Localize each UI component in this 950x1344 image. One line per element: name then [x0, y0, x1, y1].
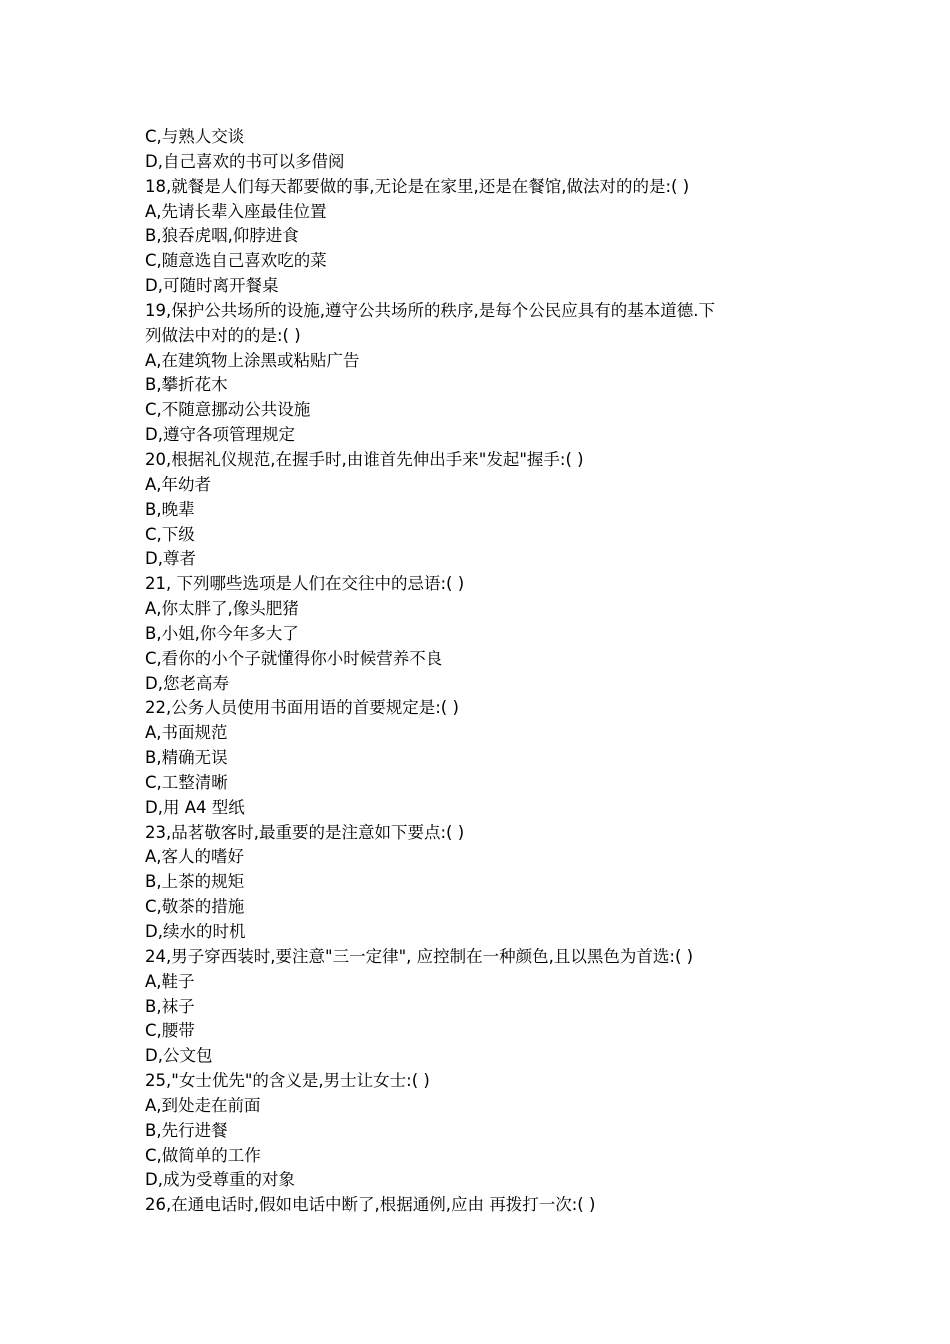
question-line: 21, 下列哪些选项是人们在交往中的忌语:( ) — [145, 574, 465, 594]
question-line: 25,"女士优先"的含义是,男士让女士:( ) — [145, 1071, 430, 1091]
option-line: A,你太胖了,像头肥猪 — [145, 599, 299, 619]
option-line: C,做简单的工作 — [145, 1145, 261, 1165]
option-line: C,随意选自己喜欢吃的菜 — [145, 251, 327, 271]
text-line: C,与熟人交谈 — [145, 127, 245, 146]
option-line: A,客人的嗜好 — [145, 847, 245, 867]
question-line: 23,品茗敬客时,最重要的是注意如下要点:( ) — [145, 822, 465, 842]
option-line: B,晚辈 — [145, 499, 195, 519]
option-line: B,精确无误 — [145, 748, 228, 768]
option-line: D,尊者 — [145, 549, 196, 569]
option-line: B,上茶的规矩 — [145, 872, 245, 892]
option-line: A,在建筑物上涂黑或粘贴广告 — [145, 350, 360, 370]
document-body — [145, 125, 845, 1218]
question-line: 19,保护公共场所的设施,遵守公共场所的秩序,是每个公民应具有的基本道德.下 — [145, 300, 715, 320]
option-line: B,狼吞虎咽,仰脖进食 — [145, 226, 299, 246]
option-line: B,袜子 — [145, 996, 195, 1016]
option-line: C,下级 — [145, 524, 195, 544]
option-line: D,用 A4 型纸 — [145, 797, 245, 817]
option-line: B,小姐,你今年多大了 — [145, 623, 299, 643]
option-line: A,到处走在前面 — [145, 1095, 261, 1115]
option-line: A,书面规范 — [145, 723, 228, 743]
question-line: 列做法中对的的是:( ) — [145, 325, 301, 345]
option-line: D,遵守各项管理规定 — [145, 425, 295, 445]
option-line: D,可随时离开餐桌 — [145, 276, 279, 296]
question-line: 24,男子穿西装时,要注意"三一定律", 应控制在一种颜色,且以黑色为首选:( ) — [145, 946, 694, 966]
option-line: D,成为受尊重的对象 — [145, 1170, 295, 1190]
option-line: C,腰带 — [145, 1021, 195, 1041]
option-line: A,先请长辈入座最佳位置 — [145, 201, 327, 221]
question-line: 18,就餐是人们每天都要做的事,无论是在家里,还是在餐馆,做法对的的是:( ) — [145, 176, 690, 196]
option-line: D,续水的时机 — [145, 922, 246, 941]
option-line: C,工整清晰 — [145, 772, 228, 792]
option-line: C,不随意挪动公共设施 — [145, 400, 311, 420]
question-line: 22,公务人员使用书面用语的首要规定是:( ) — [145, 698, 459, 718]
question-line: 20,根据礼仪规范,在握手时,由谁首先伸出手来"发起"握手:( ) — [145, 449, 584, 469]
option-line: C,看你的小个子就懂得你小时候营养不良 — [145, 648, 443, 668]
option-line: D,您老高寿 — [145, 673, 229, 693]
option-line: C,敬茶的措施 — [145, 897, 245, 917]
question-line: 26,在通电话时,假如电话中断了,根据通例,应由 再拨打一次:( ) — [145, 1195, 596, 1215]
option-line: B,攀折花木 — [145, 375, 228, 395]
option-line: D,公文包 — [145, 1046, 213, 1066]
option-line: B,先行进餐 — [145, 1120, 228, 1140]
option-line: A,鞋子 — [145, 971, 195, 991]
option-line: A,年幼者 — [145, 474, 212, 494]
text-line: D,自己喜欢的书可以多借阅 — [145, 151, 345, 171]
